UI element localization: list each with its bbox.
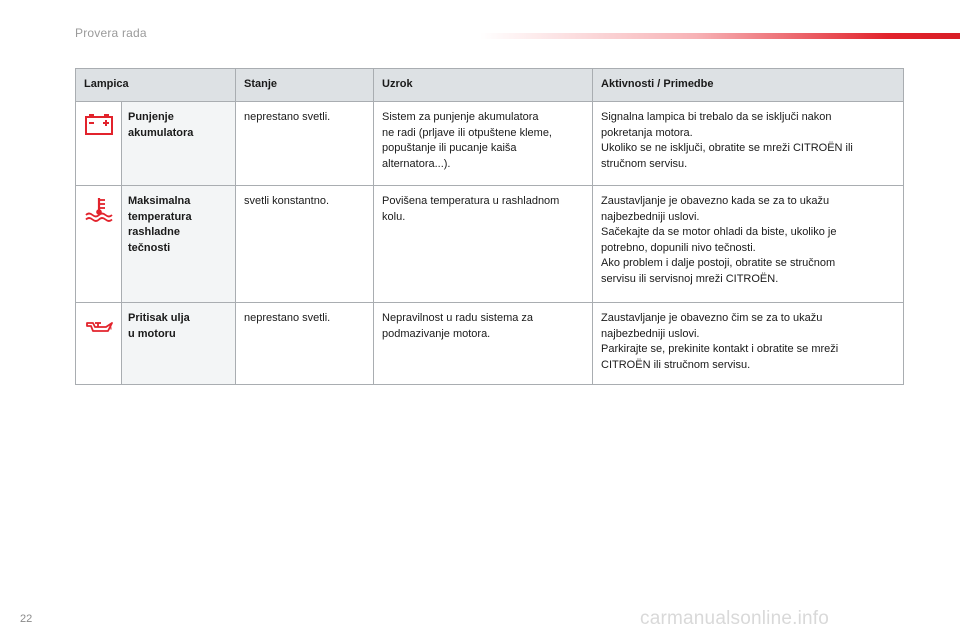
column-header-state: Stanje: [236, 69, 374, 102]
coolant-temperature-icon: [84, 196, 114, 222]
lamp-action: Zaustavljanje je obavezno čim se za to ukažu najbezbedniji uslovi. Parkirajte se, prekinite kontakt i obratite se mreži CITROËN ili stručnom servisu.: [593, 303, 904, 385]
watermark: carmanualsonline.info: [640, 608, 830, 629]
column-header-cause: Uzrok: [374, 69, 593, 102]
table-row-battery: [76, 102, 904, 186]
lamp-state: neprestano svetli.: [236, 102, 374, 186]
icon-cell: [76, 303, 122, 385]
table-row-oil-pressure: [76, 303, 904, 385]
lamp-cause: Nepravilnost u radu sistema za podmazivanje motora.: [374, 303, 593, 385]
lamp-state: svetli konstantno.: [236, 186, 374, 303]
column-header-action: Aktivnosti / Primedbe: [593, 69, 904, 102]
warning-lamp-table: [75, 68, 904, 385]
table-header-row: [76, 69, 904, 102]
lamp-name: Pritisak ulja u motoru: [122, 303, 236, 385]
battery-icon: [84, 112, 114, 138]
section-title: Provera rada: [75, 26, 147, 40]
header-accent-rule: [480, 33, 960, 39]
page-number: 22: [20, 613, 33, 625]
icon-cell: [76, 186, 122, 303]
lamp-action: Zaustavljanje je obavezno kada se za to ukažu najbezbedniji uslovi. Sačekajte da se motor ohladi da biste, ukoliko je potrebno, dopunili nivo tečnosti. Ako problem i dalje postoji, obratite se stručnom servisu ili servisnoj mreži CITROËN.: [593, 186, 904, 303]
lamp-name: Maksimalna temperatura rashladne tečnosti: [122, 186, 236, 303]
lamp-state: neprestano svetli.: [236, 303, 374, 385]
oil-pressure-icon: [84, 313, 114, 339]
lamp-action: Signalna lampica bi trebalo da se isključi nakon pokretanja motora. Ukoliko se ne isključi, obratite se mreži CITROËN ili stručnom servisu.: [593, 102, 904, 186]
icon-cell: [76, 102, 122, 186]
column-header-lamp: Lampica: [76, 69, 236, 102]
table-row-coolant-temperature: [76, 186, 904, 303]
lamp-cause: Povišena temperatura u rashladnom kolu.: [374, 186, 593, 303]
lamp-name: Punjenje akumulatora: [122, 102, 236, 186]
lamp-cause: Sistem za punjenje akumulatora ne radi (prljave ili otpuštene kleme, popuštanje ili pucanje kaiša alternatora...).: [374, 102, 593, 186]
